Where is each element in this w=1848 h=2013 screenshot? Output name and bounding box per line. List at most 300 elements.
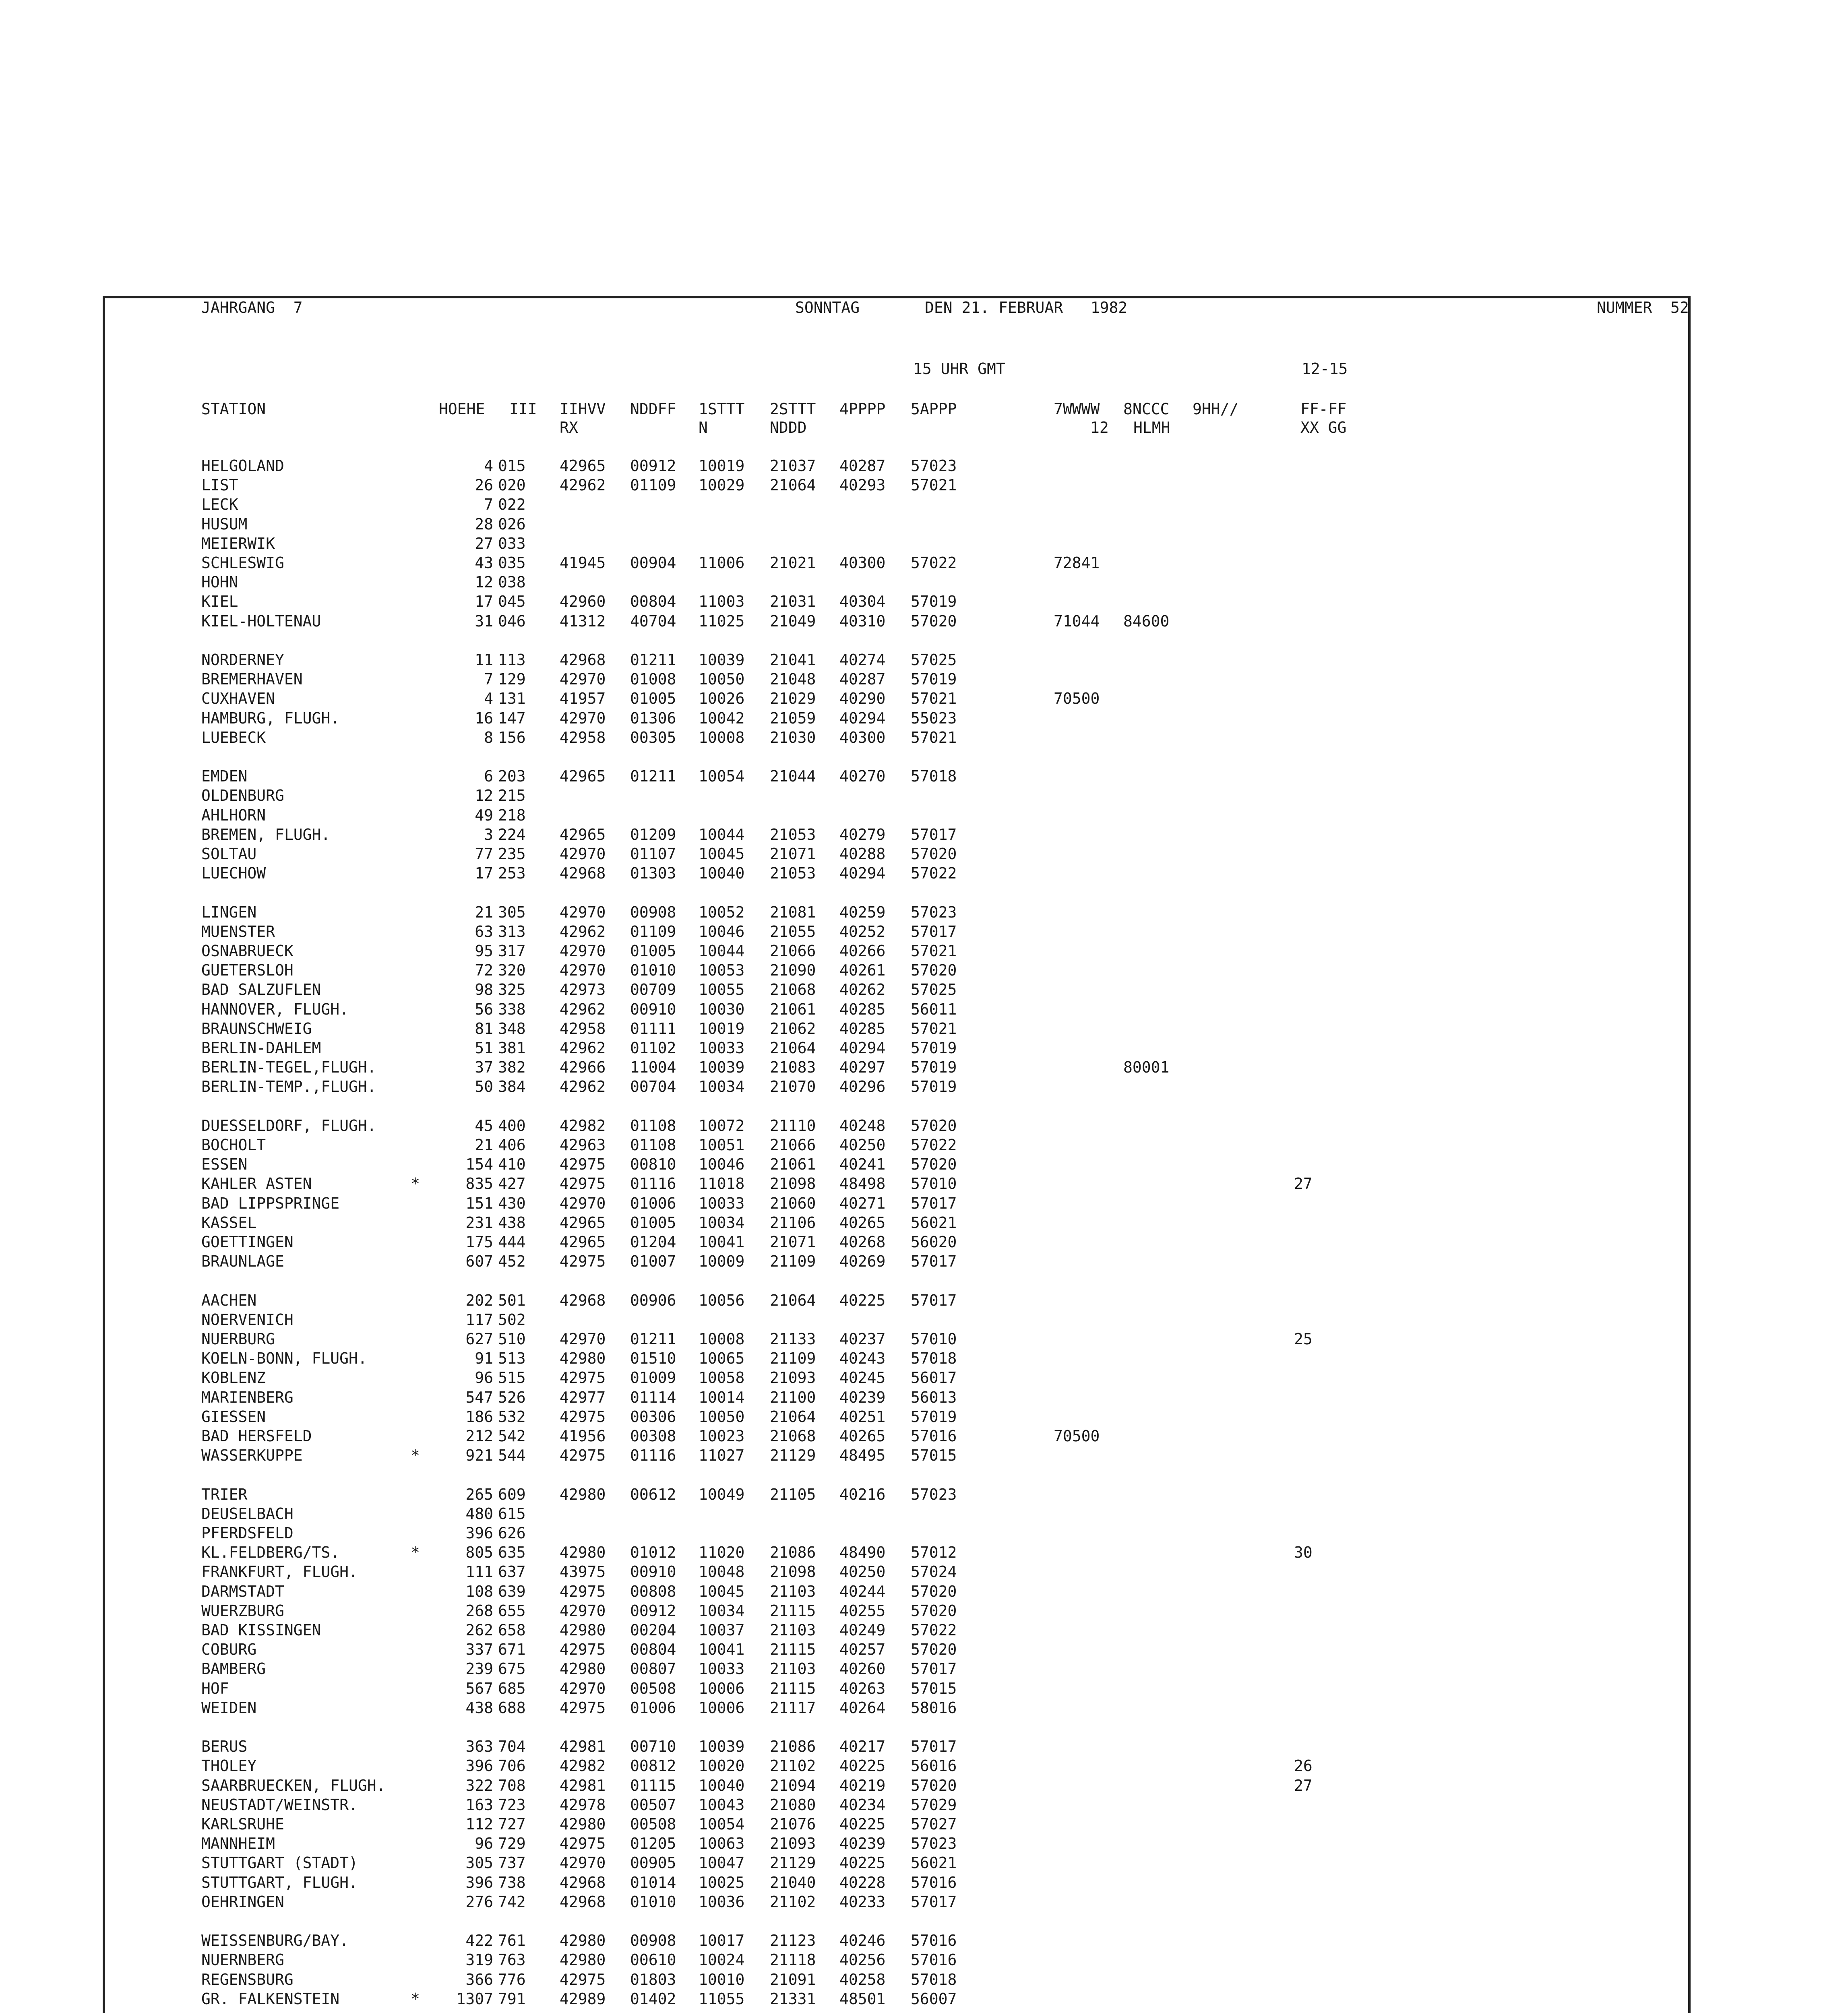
cell-c2: 00910 xyxy=(630,1563,676,1581)
cell-station-name: GOETTINGEN xyxy=(201,1233,294,1251)
cell-c5: 40239 xyxy=(839,1388,886,1406)
cell-c5: 48495 xyxy=(839,1447,886,1465)
cell-c1: 42980 xyxy=(560,1485,606,1503)
col-header-c9: 9HH// xyxy=(1193,400,1239,418)
cell-hoehe: 835 xyxy=(465,1175,493,1193)
cell-c6: 57020 xyxy=(911,845,957,863)
cell-station-name: REGENSBURG xyxy=(201,1970,294,1988)
cell-c1: 42975 xyxy=(560,1641,606,1659)
cell-station-name: KASSEL xyxy=(201,1213,257,1232)
cell-c1: 42968 xyxy=(560,1291,606,1309)
cell-hoehe: 268 xyxy=(465,1602,493,1620)
cell-c6: 57019 xyxy=(911,1407,957,1426)
cell-c5: 40300 xyxy=(839,554,886,572)
cell-c5: 40262 xyxy=(839,981,886,999)
cell-c1: 42973 xyxy=(560,981,606,999)
cell-c2: 01007 xyxy=(630,1252,676,1271)
cell-c4: 21091 xyxy=(770,1970,816,1988)
cell-c3: 10039 xyxy=(699,651,745,669)
cell-station-id: 513 xyxy=(498,1350,526,1368)
cell-c3: 10046 xyxy=(699,922,745,940)
cell-hoehe: 17 xyxy=(475,864,493,882)
cell-c4: 21093 xyxy=(770,1835,816,1853)
cell-station-name: FRANKFURT, FLUGH. xyxy=(201,1563,358,1581)
cell-hoehe: 547 xyxy=(465,1388,493,1406)
cell-station-id: 218 xyxy=(498,806,526,824)
cell-c2: 01116 xyxy=(630,1447,676,1465)
cell-station-name: BAD KISSINGEN xyxy=(201,1621,321,1639)
cell-c5: 40274 xyxy=(839,651,886,669)
cell-c6: 56007 xyxy=(911,1990,957,2008)
cell-c2: 01211 xyxy=(630,1330,676,1348)
cell-station-id: 776 xyxy=(498,1970,526,1988)
cell-c2: 01116 xyxy=(630,1175,676,1193)
cell-station-id: 655 xyxy=(498,1602,526,1620)
cell-c1: 42966 xyxy=(560,1058,606,1077)
cell-c6: 57015 xyxy=(911,1679,957,1697)
cell-c4: 21041 xyxy=(770,651,816,669)
cell-hoehe: 111 xyxy=(465,1563,493,1581)
cell-station-name: MEIERWIK xyxy=(201,534,275,552)
cell-hoehe: 4 xyxy=(484,457,493,475)
cell-c6: 57016 xyxy=(911,1873,957,1891)
cell-station-name: BREMEN, FLUGH. xyxy=(201,825,331,843)
cell-hoehe: 37 xyxy=(475,1058,493,1077)
cell-hoehe: 567 xyxy=(465,1679,493,1697)
cell-station-name: HANNOVER, FLUGH. xyxy=(201,1000,349,1018)
cell-hoehe: 108 xyxy=(465,1582,493,1600)
cell-c1: 42963 xyxy=(560,1136,606,1154)
cell-hoehe: 262 xyxy=(465,1621,493,1639)
cell-c6: 57017 xyxy=(911,825,957,843)
cell-c1: 41957 xyxy=(560,690,606,708)
cell-hoehe: 305 xyxy=(465,1854,493,1872)
cell-hoehe: 8 xyxy=(484,728,493,746)
cell-c4: 21064 xyxy=(770,1407,816,1426)
cell-c1: 42962 xyxy=(560,476,606,494)
cell-c5: 40246 xyxy=(839,1932,886,1950)
cell-c6: 57019 xyxy=(911,670,957,688)
cell-station-name: KOBLENZ xyxy=(201,1369,266,1387)
cell-station-id: 129 xyxy=(498,670,526,688)
cell-c5: 40288 xyxy=(839,845,886,863)
cell-c4: 21115 xyxy=(770,1679,816,1697)
cell-c1: 42982 xyxy=(560,1116,606,1135)
cell-station-id: 544 xyxy=(498,1447,526,1465)
cell-c3: 10034 xyxy=(699,1602,745,1620)
cell-c6: 55023 xyxy=(911,709,957,727)
cell-c1: 42968 xyxy=(560,864,606,882)
cell-c3: 10044 xyxy=(699,942,745,960)
cell-c6: 56021 xyxy=(911,1213,957,1232)
cell-c4: 21129 xyxy=(770,1447,816,1465)
cell-station-id: 224 xyxy=(498,825,526,843)
cell-c3: 10052 xyxy=(699,903,745,921)
cell-c3: 10054 xyxy=(699,1815,745,1833)
cell-c1: 42975 xyxy=(560,1699,606,1717)
cell-hoehe: 422 xyxy=(465,1932,493,1950)
cell-c1: 42975 xyxy=(560,1252,606,1271)
cell-c4: 21061 xyxy=(770,1000,816,1018)
cell-c4: 21037 xyxy=(770,457,816,475)
cell-station-id: 704 xyxy=(498,1738,526,1756)
cell-station-id: 381 xyxy=(498,1039,526,1057)
cell-c6: 57017 xyxy=(911,1252,957,1271)
cell-c2: 01306 xyxy=(630,709,676,727)
cell-hoehe: 77 xyxy=(475,845,493,863)
cell-c5: 40261 xyxy=(839,961,886,980)
cell-hoehe: 186 xyxy=(465,1407,493,1426)
cell-c2: 00507 xyxy=(630,1796,676,1814)
cell-c6: 57029 xyxy=(911,1796,957,1814)
cell-c2: 00908 xyxy=(630,1932,676,1950)
cell-hoehe: 6 xyxy=(484,767,493,785)
cell-c5: 40243 xyxy=(839,1350,886,1368)
cell-station-id: 038 xyxy=(498,573,526,591)
cell-c5: 40297 xyxy=(839,1058,886,1077)
cell-c6: 57020 xyxy=(911,612,957,630)
cell-c1: 42965 xyxy=(560,1213,606,1232)
cell-c6: 57020 xyxy=(911,1582,957,1600)
col-header-iii: III xyxy=(509,400,537,418)
cell-c2: 00912 xyxy=(630,457,676,475)
cell-c4: 21062 xyxy=(770,1019,816,1038)
cell-station-name: BAMBERG xyxy=(201,1660,266,1678)
cell-c2: 01111 xyxy=(630,1019,676,1038)
cell-c4: 21031 xyxy=(770,593,816,611)
cell-c2: 00804 xyxy=(630,593,676,611)
cell-c6: 57015 xyxy=(911,1447,957,1465)
cell-station-name: KIEL-HOLTENAU xyxy=(201,612,321,630)
cell-c1: 41945 xyxy=(560,554,606,572)
cell-station-name: WUERZBURG xyxy=(201,1602,284,1620)
cell-station-id: 203 xyxy=(498,767,526,785)
col-subheader-c7: 12 xyxy=(1090,419,1109,436)
cell-hoehe: 91 xyxy=(475,1350,493,1368)
cell-c1: 42970 xyxy=(560,961,606,980)
col-header-c8: 8NCCC xyxy=(1123,400,1170,418)
cell-c1: 42981 xyxy=(560,1776,606,1794)
cell-station-id: 338 xyxy=(498,1000,526,1018)
cell-hoehe: 56 xyxy=(475,1000,493,1018)
cell-station-id: 382 xyxy=(498,1058,526,1077)
cell-hoehe: 17 xyxy=(475,593,493,611)
cell-c6: 58016 xyxy=(911,1699,957,1717)
cell-hoehe: 12 xyxy=(475,787,493,805)
cell-c3: 10063 xyxy=(699,1835,745,1853)
cell-c2: 01012 xyxy=(630,1544,676,1562)
cell-c3: 10008 xyxy=(699,728,745,746)
cell-c2: 01205 xyxy=(630,1835,676,1853)
cell-c5: 40294 xyxy=(839,864,886,882)
cell-c2: 01005 xyxy=(630,690,676,708)
cell-c6: 57021 xyxy=(911,476,957,494)
cell-c3: 11003 xyxy=(699,593,745,611)
cell-hoehe: 265 xyxy=(465,1485,493,1503)
cell-c1: 42968 xyxy=(560,651,606,669)
cell-c3: 10010 xyxy=(699,1970,745,1988)
cell-station-id: 729 xyxy=(498,1835,526,1853)
cell-c1: 42982 xyxy=(560,1757,606,1775)
cell-c3: 11006 xyxy=(699,554,745,572)
cell-c2: 01005 xyxy=(630,942,676,960)
cell-station-id: 384 xyxy=(498,1078,526,1096)
cell-c10: 30 xyxy=(1294,1544,1313,1562)
cell-station-name: KL.FELDBERG/TS. xyxy=(201,1544,340,1562)
cell-station-name: OLDENBURG xyxy=(201,787,284,805)
table-frame xyxy=(103,296,1691,2013)
cell-hoehe: 154 xyxy=(465,1155,493,1174)
jahrgang-label: JAHRGANG 7 xyxy=(201,299,303,316)
cell-c3: 10037 xyxy=(699,1621,745,1639)
cell-c1: 42970 xyxy=(560,1854,606,1872)
cell-c2: 00508 xyxy=(630,1679,676,1697)
cell-station-id: 737 xyxy=(498,1854,526,1872)
cell-hoehe: 607 xyxy=(465,1252,493,1271)
cell-station-id: 033 xyxy=(498,534,526,552)
col-subheader-c4: NDDD xyxy=(770,419,807,436)
cell-station-name: LUECHOW xyxy=(201,864,266,882)
cell-c5: 40266 xyxy=(839,942,886,960)
col-header-c4: 2STTT xyxy=(770,400,816,418)
cell-station-id: 215 xyxy=(498,787,526,805)
cell-c3: 10072 xyxy=(699,1116,745,1135)
cell-c5: 40241 xyxy=(839,1155,886,1174)
cell-c1: 42958 xyxy=(560,728,606,746)
cell-c2: 01006 xyxy=(630,1699,676,1717)
cell-hoehe: 7 xyxy=(484,670,493,688)
cell-station-id: 639 xyxy=(498,1582,526,1600)
cell-station-id: 438 xyxy=(498,1213,526,1232)
col-subheader-c1: RX xyxy=(560,419,578,436)
cell-station-name: DARMSTADT xyxy=(201,1582,284,1600)
cell-c4: 21055 xyxy=(770,922,816,940)
col-header-hoehe: HOEHE xyxy=(439,400,485,418)
cell-c4: 21115 xyxy=(770,1602,816,1620)
cell-c4: 21103 xyxy=(770,1621,816,1639)
cell-c3: 10017 xyxy=(699,1932,745,1950)
cell-station-id: 020 xyxy=(498,476,526,494)
cell-station-id: 235 xyxy=(498,845,526,863)
cell-station-id: 348 xyxy=(498,1019,526,1038)
cell-c2: 01402 xyxy=(630,1990,676,2008)
cell-c3: 11018 xyxy=(699,1175,745,1193)
cell-station-name: BAD SALZUFLEN xyxy=(201,981,321,999)
cell-hoehe: 21 xyxy=(475,1136,493,1154)
cell-c6: 57018 xyxy=(911,1350,957,1368)
cell-c6: 56021 xyxy=(911,1854,957,1872)
cell-c5: 40249 xyxy=(839,1621,886,1639)
cell-c2: 00308 xyxy=(630,1427,676,1445)
cell-c4: 21086 xyxy=(770,1738,816,1756)
cell-station-name: ESSEN xyxy=(201,1155,248,1174)
cell-c2: 00305 xyxy=(630,728,676,746)
cell-c4: 21083 xyxy=(770,1058,816,1077)
cell-c2: 01014 xyxy=(630,1873,676,1891)
cell-hoehe: 26 xyxy=(475,476,493,494)
cell-c4: 21090 xyxy=(770,961,816,980)
cell-station-id: 035 xyxy=(498,554,526,572)
cell-c3: 10056 xyxy=(699,1291,745,1309)
cell-c1: 42980 xyxy=(560,1350,606,1368)
cell-c3: 10014 xyxy=(699,1388,745,1406)
cell-c6: 57017 xyxy=(911,1291,957,1309)
cell-c10: 27 xyxy=(1294,1776,1313,1794)
cell-station-id: 444 xyxy=(498,1233,526,1251)
cell-station-id: 688 xyxy=(498,1699,526,1717)
cell-c1: 42980 xyxy=(560,1660,606,1678)
cell-c3: 10034 xyxy=(699,1078,745,1096)
cell-c4: 21029 xyxy=(770,690,816,708)
cell-c5: 40244 xyxy=(839,1582,886,1600)
cell-station-name: AACHEN xyxy=(201,1291,257,1309)
col-header-c6: 5APPP xyxy=(911,400,957,418)
col-header-station: STATION xyxy=(201,400,266,418)
cell-station-id: 615 xyxy=(498,1505,526,1523)
cell-c2: 00612 xyxy=(630,1485,676,1503)
cell-c6: 57010 xyxy=(911,1330,957,1348)
cell-station-id: 542 xyxy=(498,1427,526,1445)
cell-c5: 40293 xyxy=(839,476,886,494)
cell-c5: 40294 xyxy=(839,1039,886,1057)
cell-c2: 01303 xyxy=(630,864,676,882)
cell-station-id: 410 xyxy=(498,1155,526,1174)
cell-c5: 40234 xyxy=(839,1796,886,1814)
cell-station-name: BAD HERSFELD xyxy=(201,1427,312,1445)
cell-c2: 00808 xyxy=(630,1582,676,1600)
cell-c2: 00204 xyxy=(630,1621,676,1639)
cell-c6: 57021 xyxy=(911,728,957,746)
cell-c1: 42962 xyxy=(560,1039,606,1057)
cell-c2: 01109 xyxy=(630,476,676,494)
cell-c6: 57017 xyxy=(911,1660,957,1678)
col-subheader-c10: XX GG xyxy=(1300,419,1347,436)
cell-c5: 48498 xyxy=(839,1175,886,1193)
cell-c1: 42965 xyxy=(560,767,606,785)
cell-station-name: BOCHOLT xyxy=(201,1136,266,1154)
cell-station-name: SCHLESWIG xyxy=(201,554,284,572)
cell-c1: 42962 xyxy=(560,1000,606,1018)
cell-c1: 42970 xyxy=(560,1330,606,1348)
cell-c1: 42970 xyxy=(560,903,606,921)
cell-c5: 40271 xyxy=(839,1194,886,1212)
cell-c6: 56017 xyxy=(911,1369,957,1387)
cell-hoehe: 72 xyxy=(475,961,493,980)
cell-c7: 70500 xyxy=(1054,690,1100,708)
cell-hoehe: 7 xyxy=(484,496,493,514)
cell-c4: 21098 xyxy=(770,1563,816,1581)
cell-c1: 42978 xyxy=(560,1796,606,1814)
cell-station-name: KAHLER ASTEN xyxy=(201,1175,312,1193)
cell-c5: 40252 xyxy=(839,922,886,940)
cell-station-name: LUEBECK xyxy=(201,728,266,746)
cell-c1: 42975 xyxy=(560,1155,606,1174)
cell-station-name: NEUSTADT/WEINSTR. xyxy=(201,1796,358,1814)
cell-station-id: 045 xyxy=(498,593,526,611)
cell-station-name: OSNABRUECK xyxy=(201,942,294,960)
cell-station-name: KARLSRUHE xyxy=(201,1815,284,1833)
cell-c4: 21331 xyxy=(770,1990,816,2008)
cell-c4: 21102 xyxy=(770,1893,816,1911)
cell-c3: 11055 xyxy=(699,1990,745,2008)
cell-c4: 21049 xyxy=(770,612,816,630)
cell-c8: 84600 xyxy=(1123,612,1170,630)
cell-station-id: 532 xyxy=(498,1407,526,1426)
cell-c2: 00904 xyxy=(630,554,676,572)
cell-hoehe: 1307 xyxy=(456,1990,493,2008)
cell-c4: 21129 xyxy=(770,1854,816,1872)
cell-c5: 40228 xyxy=(839,1873,886,1891)
cell-c6: 57019 xyxy=(911,593,957,611)
cell-station-id: 320 xyxy=(498,961,526,980)
cell-c2: 00704 xyxy=(630,1078,676,1096)
cell-c6: 56013 xyxy=(911,1388,957,1406)
cell-station-id: 637 xyxy=(498,1563,526,1581)
cell-c4: 21086 xyxy=(770,1544,816,1562)
cell-c4: 21068 xyxy=(770,1427,816,1445)
cell-station-name: LIST xyxy=(201,476,238,494)
cell-c5: 40287 xyxy=(839,457,886,475)
cell-c1: 43975 xyxy=(560,1563,606,1581)
cell-station-id: 609 xyxy=(498,1485,526,1503)
cell-hoehe: 480 xyxy=(465,1505,493,1523)
col-subheader-c8: HLMH xyxy=(1133,419,1170,436)
cell-hoehe: 117 xyxy=(465,1310,493,1329)
cell-c3: 11027 xyxy=(699,1447,745,1465)
cell-station-id: 026 xyxy=(498,515,526,533)
cell-c5: 40255 xyxy=(839,1602,886,1620)
cell-hoehe: 21 xyxy=(475,903,493,921)
cell-c5: 40294 xyxy=(839,709,886,727)
cell-hoehe: 81 xyxy=(475,1019,493,1038)
cell-c4: 21053 xyxy=(770,864,816,882)
cell-c10: 26 xyxy=(1294,1757,1313,1775)
cell-c5: 40257 xyxy=(839,1641,886,1659)
cell-station-id: 427 xyxy=(498,1175,526,1193)
cell-hoehe: 396 xyxy=(465,1873,493,1891)
cell-c2: 11004 xyxy=(630,1058,676,1077)
cell-c6: 57020 xyxy=(911,1776,957,1794)
cell-station-name: STUTTGART, FLUGH. xyxy=(201,1873,358,1891)
cell-station-name: MUENSTER xyxy=(201,922,275,940)
cell-station-id: 131 xyxy=(498,690,526,708)
cell-hoehe: 805 xyxy=(465,1544,493,1562)
cell-c4: 21064 xyxy=(770,1039,816,1057)
cell-c5: 48501 xyxy=(839,1990,886,2008)
cell-hoehe: 212 xyxy=(465,1427,493,1445)
cell-station-name: BERLIN-DAHLEM xyxy=(201,1039,321,1057)
cell-c2: 01005 xyxy=(630,1213,676,1232)
cell-c6: 57022 xyxy=(911,1621,957,1639)
cell-c6: 57022 xyxy=(911,1136,957,1154)
cell-c3: 10058 xyxy=(699,1369,745,1387)
cell-c2: 01107 xyxy=(630,845,676,863)
cell-station-id: 685 xyxy=(498,1679,526,1697)
cell-c2: 01211 xyxy=(630,767,676,785)
cell-c4: 21040 xyxy=(770,1873,816,1891)
cell-c2: 01108 xyxy=(630,1116,676,1135)
cell-c5: 40256 xyxy=(839,1951,886,1969)
cell-c4: 21044 xyxy=(770,767,816,785)
cell-c2: 01006 xyxy=(630,1194,676,1212)
cell-c2: 00807 xyxy=(630,1660,676,1678)
cell-station-id: 502 xyxy=(498,1310,526,1329)
cell-c1: 42989 xyxy=(560,1990,606,2008)
cell-c5: 40287 xyxy=(839,670,886,688)
cell-station-id: 317 xyxy=(498,942,526,960)
cell-station-name: HAMBURG, FLUGH. xyxy=(201,709,340,727)
cell-c6: 57020 xyxy=(911,1641,957,1659)
